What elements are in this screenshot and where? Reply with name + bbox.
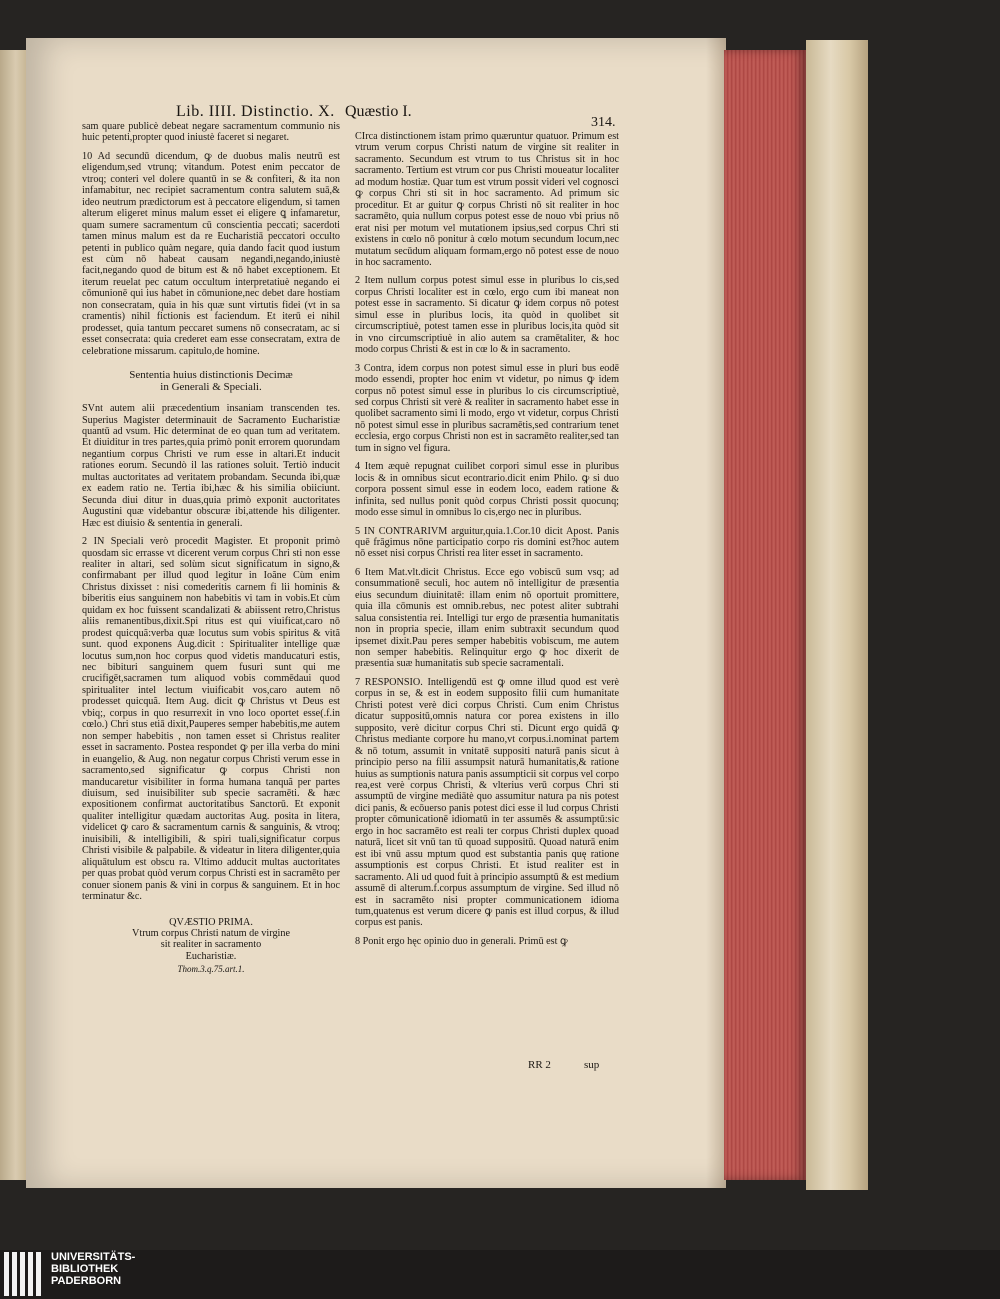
paragraph: SVnt autem alii præcedentium insaniam transcenden tes. Superius Magister determinauit de Sacramento Eucharistiæ quantū ad vsum. Hic determinat de eo quan tum ad veritatem. Et diuiditur in tres partes,quia primò ponit errorem quorundam negantium corpus Christi ve rum esse in altari.Et inducit rationes eorum. Secundò il las rationes soluit. Tertiò inducit multas auctoritates ad veritatem probandam. Secunda ibi,quæ ex eadem ratio ne. Tertia ibi,hæc & his similia obiiciunt. Secunda diui ditur in duas,quia primò exponit auctoritates Augustini quæ videbantur obscuræ ibi,attende his diligenter. Hæc est diuisio & sententia in generali. (82, 403, 340, 529)
heading-line: QVÆSTIO PRIMA. (169, 916, 253, 928)
paragraph: 6 Item Mat.vlt.dicit Christus. Ecce ego vobiscū sum vsq; ad consummationē seculi, hoc autem nō intelligitur de præsentia eius secundum diuinitatē: illam enim nō oportuit promittere, quia illa cōmunis est omnib.rebus, nec potest aliter subtrahi salua consistentia rei. Intelligi tur ergo de præsentia humanitatis non in propria specie, illam enim subtraxit secundum quod ipsemet dixit.Pau peres semper habebitis vobiscum, me autem non semper habebitis. Relinquitur ergo ꝙ hoc dixerit de præsentia suæ humanitatis sub specie sacramentali. (355, 566, 619, 670)
questio-heading (82, 917, 340, 963)
logo-line: PADERBORN (51, 1275, 122, 1287)
heading-line: Sententia huius distinctionis Decimæ (129, 369, 293, 382)
footer-bar (0, 1250, 1000, 1299)
library-logo-icon (4, 1252, 41, 1296)
paragraph: sam quare publicè debeat negare sacramentum communio nis huic petenti,propter quod iniustè faceret si negaret. (82, 121, 340, 144)
paragraph: 8 Ponit ergo hęc opinio duo in generali. Primū est ꝙ (355, 935, 568, 947)
paragraph: 4 Item æquè repugnat cuilibet corpori simul esse in pluribus locis & in omnibus sicut econtrario.dicit enim Philo. ꝙ si duo corpora possent simul esse in eodem loco, eadem ratione & infinita, sed nullus ponit quòd corpus Christi possit quocunq; modo esse simul in omnibus lo cis,ergo nec in pluribus. (355, 461, 619, 519)
paragraph: 7 RESPONSIO. Intelligendū est ꝙ omne illud quod est verè corpus in se, & est in eodem supposito filii cum humanitate Christi potest verè dici corpus Christi. Cum enim Christus dicatur suppositū,omnis natura cor porea existens in illo supposito, verè dicitur corpus Chri sti. Dicunt ergo quidā ꝙ Christus mediante corpore hu mano,vt corpus.i.nominat partem & nō totum, assumit in vnitatē suppositi naturā panis sicut à principio perso na filii assumpsit naturā humanitatis,& ratione huius as sumptionis natura panis assumpticii sit corpus vel corpo rea,est verè corpus Christi, & vlterius verū corpus Chri sti assumptū de virgine mediātè quo assumitur natura pa nis potest dici panis, & ecōuerso panis potest dici esse il lud corpus Christi propter cōmunicationē idiomatū in ter assumēs & assumptū:sic ergo in hoc sacramēto est reali ter corpus Christi duplex quoad naturā, licet sit vnū tan tū quoad suppositū. Quoad naturā enim est ibi vnū assu mptum quod est substantia panis quę ratione assumptionis est corpus Christi. Et istud realiter est in sacramento. Ali ud quod fuit à principio assumptū & est medium assumē di alterum.f.corpus assumptum de virgine. Sed illud nō est in sacramēto nisi propter communicationem idioma tum,quatenus est verum dicere ꝙ panis est illud corpus, & illud corpus est panis. (355, 676, 619, 929)
running-head-right: Quæstio I. (345, 103, 412, 120)
right-text-column (355, 131, 619, 954)
paragraph: CIrca distinctionem istam primo quæruntur quatuor. Primum est vtrum verum corpus Christi natum de virgine sit realiter in sacramento. Secundum est vtrum to tus Christus sit in hoc sacramento. Tertium est vtrum cor pus Christi moueatur localiter ad modum hostiæ. Quar tum est vtrum possit videri vel cognosci ꝙ corpus Chri sti sit in hoc sacramento. Ad primum sic proceditur. Et ar guitur ꝙ corpus Christi nō sit realiter in hoc sacramēto, quia nullum corpus potest esse de nouo vbi prius nō erat nisi per motum vel mutationem ipsius,sed corpus Chri sti existens in cœlo nō ponitur à cœlo motum secundum locum,nec mutatum secūdum aliquam formam,ergo nō potest esse de nouo in hoc sacramento. (355, 131, 619, 268)
marginal-reference: Thom.3.q.75.art.1. (177, 964, 245, 975)
logo-line: BIBLIOTHEK (51, 1263, 119, 1275)
catchword: sup (584, 1059, 600, 1071)
facing-page-edge (0, 50, 26, 1180)
heading-line: in Generali & Speciali. (160, 381, 262, 394)
folio-number: 314. (591, 115, 616, 130)
signature-mark: RR 2 (528, 1059, 551, 1071)
vellum-binding (806, 40, 868, 1190)
red-page-edges (724, 50, 806, 1180)
paragraph: 2 Item nullum corpus potest simul esse in pluribus lo cis,sed corpus Christi localiter est in cœlo, ergo cum ibi maneat non potest esse in sacramento. Si dicatur ꝙ idem corpus nō potest simul esse in pluribus locis, ita quòd in quolibet sit circumscriptiuè, potest tamen esse in pluribus locis,ita quòd sit in vno circumscriptiuè in alio autem sa cramētaliter, & hoc modo corpus Christi & est in cœ lo & in sacramento. (355, 275, 619, 356)
paragraph: 5 IN CONTRARIVM arguitur,quia.1.Cor.10 dicit Apost. Panis quē frāgimus nōne participatio corpo ris domini est?hoc autem nō esset nisi corpus Christi rea liter esset in sacramento. (355, 525, 619, 560)
running-head-left: Lib. IIII. Distinctio. X. (176, 103, 335, 120)
left-text-column (82, 121, 340, 976)
heading-line: Vtrum corpus Christi natum de virgine (132, 928, 290, 939)
paragraph: 3 Contra, idem corpus non potest simul esse in pluri bus eodē modo essendi, propter hoc enim vt videtur, po nimus ꝙ idem corpus nō potest simul esse in pluribus lo cis circumscriptiuè, sed corpus Christi sit verè & realiter in sacramento habet esse in quolibet sacramento simi li modo, ergo vt videtur, corpus Christi nō potest simul esse in pluribus sacramētis,sed contrarium tenet ecclesia, ergo corpus Christi non est in sacramēto realiter,sed tan tum in signo vel figura. (355, 362, 619, 454)
library-logo-text (51, 1251, 135, 1287)
paragraph: 2 IN Speciali verò procedit Magister. Et proponit primò quosdam sic errasse vt dicerent verum corpus Chri sti non esse realiter in altari, sed solùm sicut significatum in signo,& confirmabant per illud quod legitur in Ioãne Cùm enim Christus dixisset : nisi comederitis carnem fi lii hominis & biberitis eius sanguinem non habebitis vi tam in vobis.Et cùm quidam ex hoc fuissent scandalizati & abiissent retro,Christus aliis remanentibus,dixit.Spi ritus est qui viuificat,caro nō prodest quicquã:verba quæ locutus sum vobis spiritus & vitã sunt. quod exponens Aug.dicit : Spiritualiter intellige quæ locutus sum,non hoc corpus quod videtis manducaturi estis, nec bibituri sanguinem quem fusuri sunt qui me crucifigēt,sacramen tum aliquod vobis commēdaui quod spiritualiter intel lectum viuificabit vos,caro autem nō prodesset quicquã. Item Aug. dicit ꝙ Christus vt Deus est vbiq;, corpus in quo resurrexit in vno loco oportet esse(.f.in cœlo.) Chri stus etiā dixit,Pauperes semper habebitis,me autem non semper habebitis , non tamen esset si Christus realiter esset in sacramento. Postea respondet ꝙ per illa verba do mini in euangelio, & Aug. non negatur corpus Christi verum esse in sacramento,sed significatur ꝙ corpus Christi non manducaretur visibiliter in forma humana tanquã per partes diuisum, sed inuisibiliter sub specie sacramēti. & hæc expositionem confirmat auctoritatibus Sanctorū. Et exponit qualiter intelligitur quædam auctoritas Aug. posita in litera, videlicet ꝙ caro & sacramentum carnis & sanguinis, & vtroq; inuisibili, & intelligibili, & spiri tuali,significatur corpus Christi visibile & palpabile. & videatur in litera diligenter,quia aliquātulum est obscu ra. Vltimo adducit multas auctoritates per quas probat quòd verum corpus Christi est in sacramēto per conuer sionem panis & vini in corpus & sanguinem. Et in hoc terminatur &c. (82, 536, 341, 903)
heading-line: Eucharistiæ. (185, 950, 237, 962)
paragraph: 10 Ad secundū dicendum, ꝙ de duobus malis neutrū est eligendum,sed vtrunq; vitandum. Potest enim peccator de vtroq; conteri vel dolere quantū in se & confiteri, & ita non infamabitur, nec recipiet sacramentum contra salutem suā,& ideo neutrum prædictorum est à peccatore eligendum, si tamen alterum eligeret minus malum esset ei eligere ꝗ infamaretur, quam sumere sacramentum cū conscientia peccati; sacerdoti tamen minus malum est da re Eucharistiā peccatori occulto petenti in publico quàm negare, quia dando facit quod iustum est cùm nō habeat causam negandi,negando,iniustè facit,negando quod de bitum est & nō habet exceptionem. Et iterum reuelat pec catum occultum interpretatiuè negando ei cōmunionē qui ius habet in cōmunione,nec debet dare hostiam non consecratam, quia in his quæ sunt virtutis fidei (vt in sa cramentis) nihil fictionis est faciendum. Et iterū ei nihil prodesset, quia tantum peccaret sumens nō consecratam, ac si esset consecrata: quia crederet eam esse consecratam, extra de celebratione missarum. capitulo,de homine. (82, 150, 340, 357)
logo-line: UNIVERSITÄTS- (51, 1251, 136, 1263)
heading-line: sit realiter in sacramento (160, 939, 262, 951)
sententia-heading (82, 369, 340, 393)
